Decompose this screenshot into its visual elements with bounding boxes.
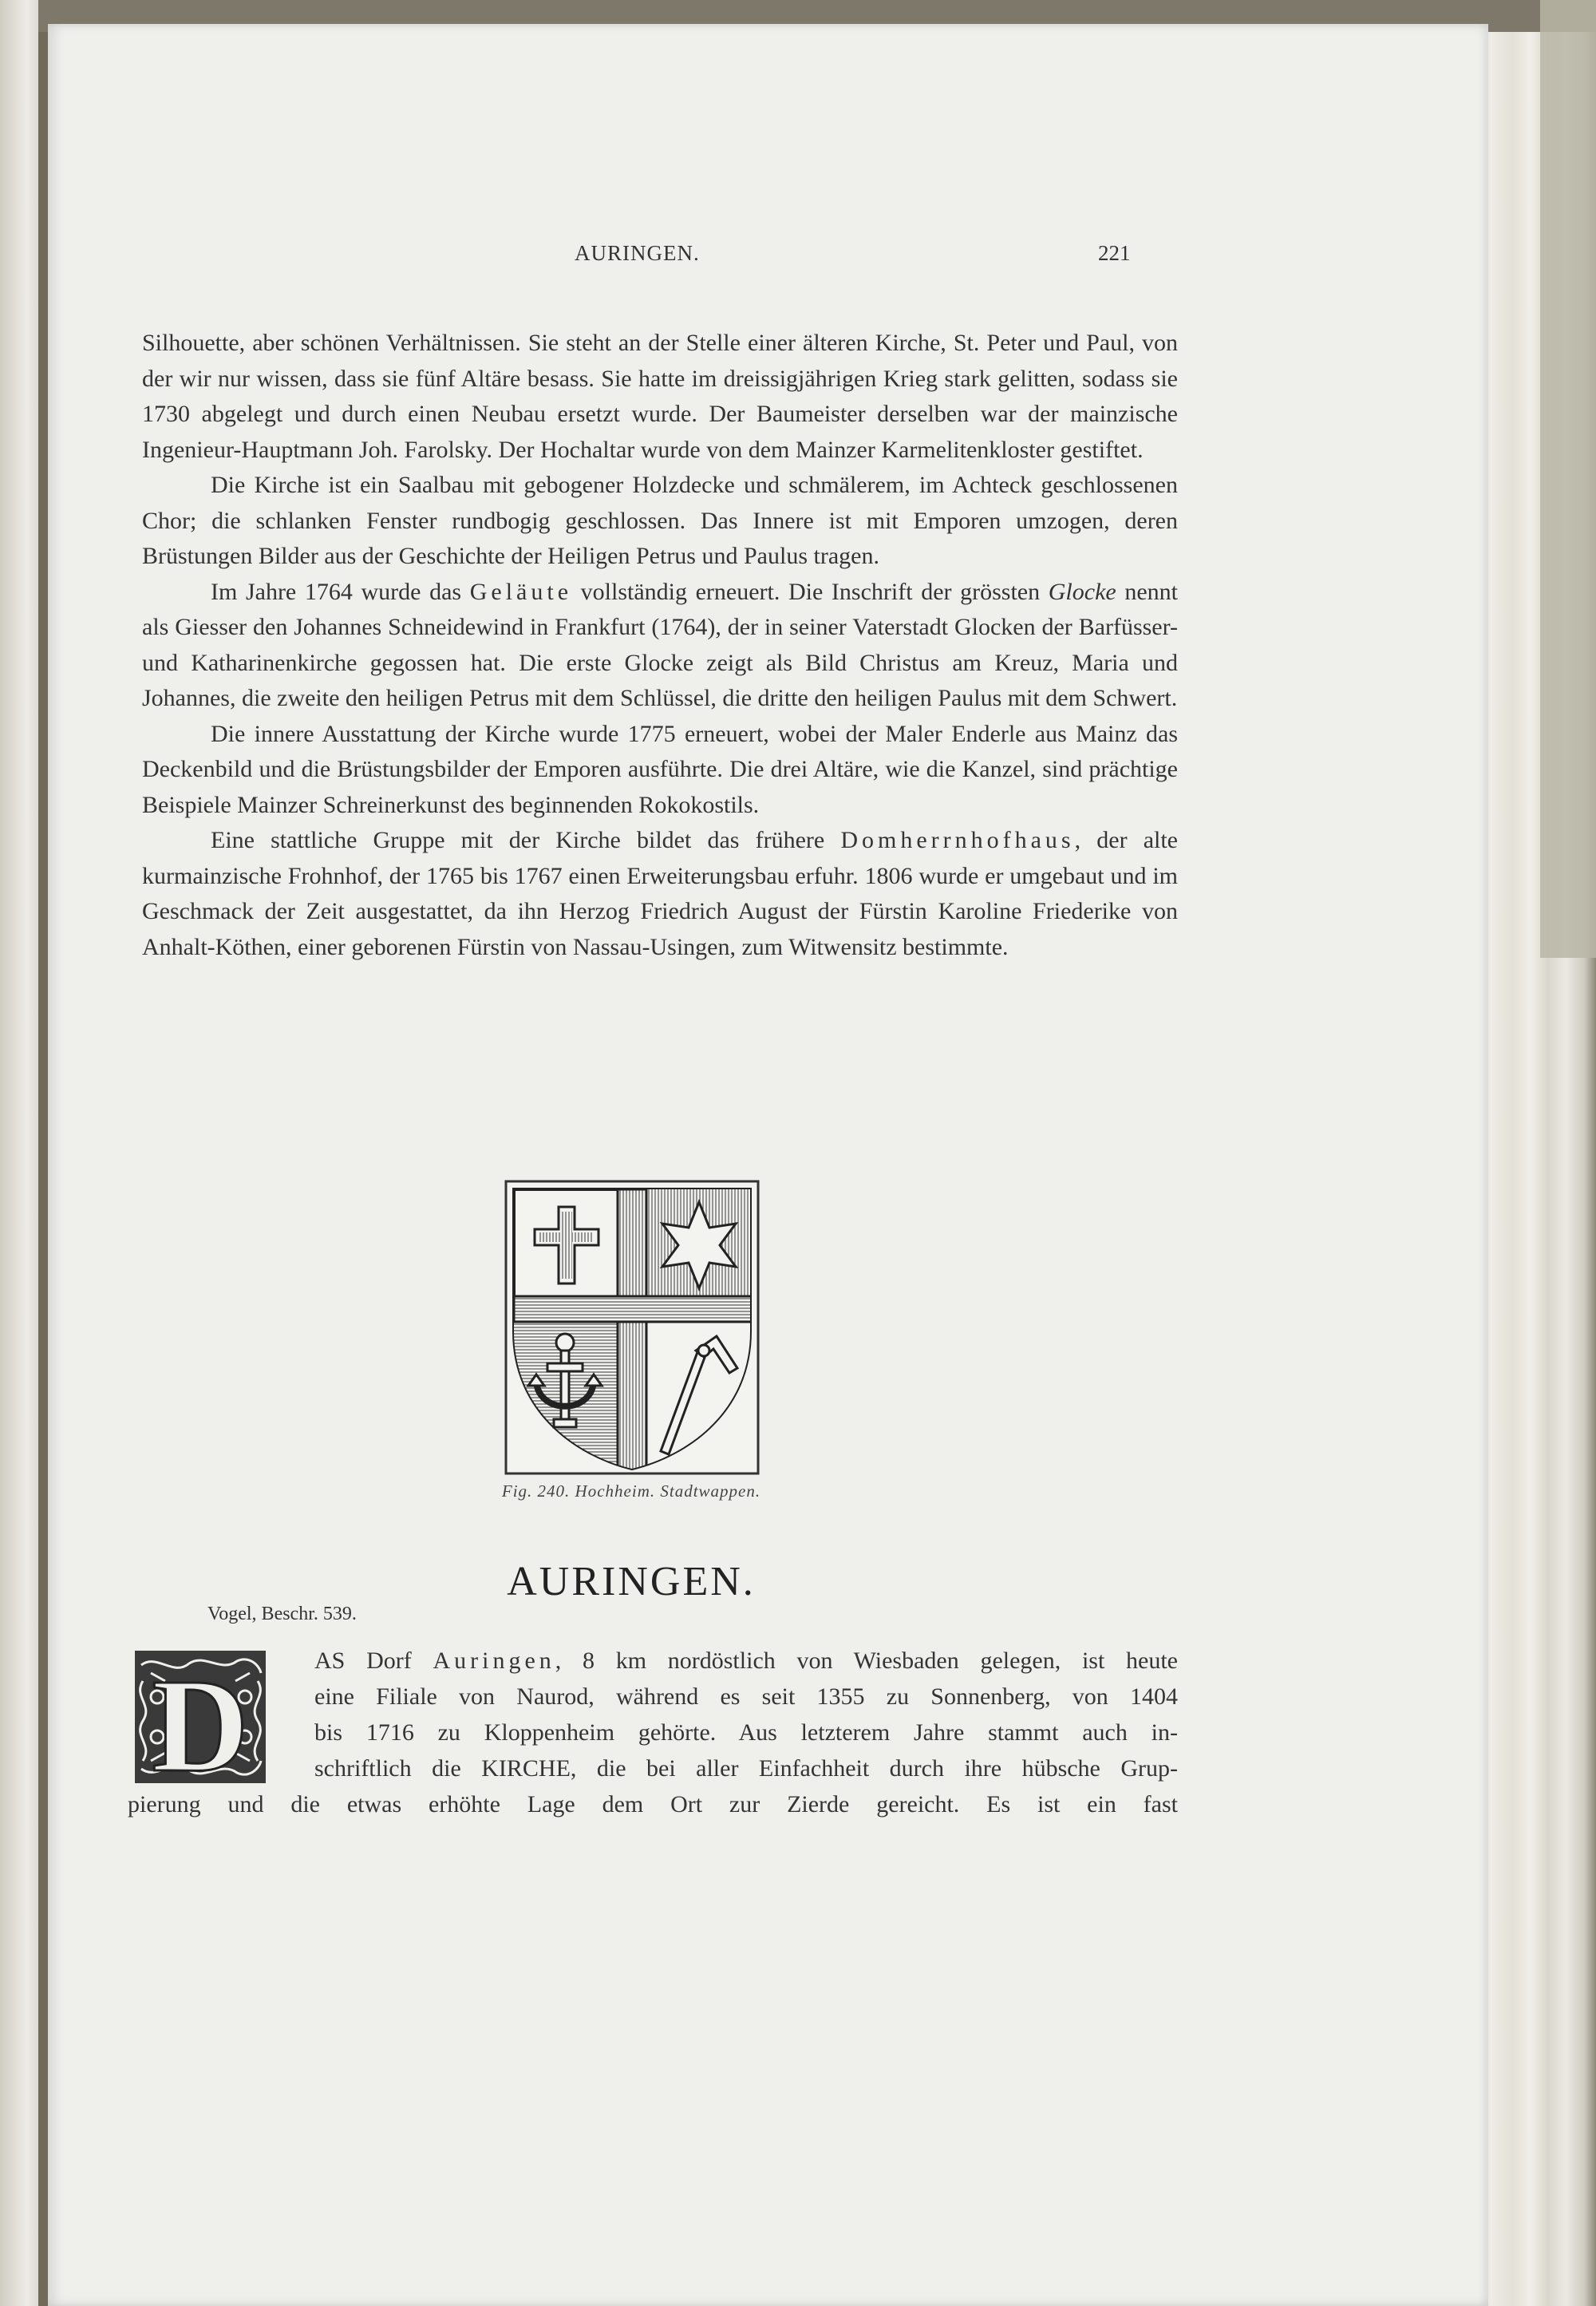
coat-of-arms-icon	[504, 1180, 760, 1475]
running-title: AURINGEN.	[575, 241, 700, 265]
text-line: eine Filiale von Naurod, während es seit 1355 zu Sonnenberg, von 1404	[314, 1683, 1178, 1710]
text-line: AS Dorf Auringen, 8 km nordöstlich von Wiesbaden gelegen, ist heute	[314, 1647, 1178, 1674]
running-head	[48, 241, 1165, 273]
bookmark-ribbon	[1540, 0, 1596, 958]
spaced-term: Auringen	[433, 1647, 555, 1674]
left-page-edge	[0, 0, 38, 2306]
text-line: schriftlich die KIRCHE, die bei aller Einfachheit durch ihre hübsche Grup-	[314, 1755, 1178, 1782]
paragraph: Die Kirche ist ein Saalbau mit gebogener Holzdecke und schmälerem, im Achteck geschlossenen Chor; die schlanken Fenster rundbogig geschlossen. Das Innere ist mit Emporen umzogen, deren Brüstungen Bilder aus der Geschichte der Heiligen Petrus und Paulus tragen.	[142, 472, 1178, 569]
figure-caption: Fig. 240. Hochheim. Stadtwappen.	[501, 1481, 761, 1501]
auringen-text	[128, 1643, 1178, 1822]
paragraph: Im Jahre 1764 wurde das Geläute vollständig erneuert. Die Inschrift der grössten Glocke nennt als Giesser den Johannes Schneidewind in Frankfurt (1764), der in seiner Vaterstadt Glocken der Barfüsser- und Katharinenkirche gegossen hat. Die erste Glocke zeigt als Bild Christus am Kreuz, Maria und Johannes, die zweite den heiligen Petrus mit dem Schlüssel, die dritte den heiligen Paulus mit dem Schwert.	[142, 578, 1178, 711]
paragraph: Silhouette, aber schönen Verhältnissen. Sie steht an der Stelle einer älteren Kirche, St. Peter und Paul, von der wir nur wissen, dass sie fünf Altäre besass. Sie hatte im dreissigjährigen Krieg stark gelitten, sodass sie 1730 abgelegt und durch einen Neubau ersetzt wurde. Der Baumeister derselben war der mainzische Ingenieur-Hauptmann Joh. Farolsky. Der Hochaltar wurde von dem Mainzer Karmelitenkloster gestiftet.	[142, 330, 1178, 463]
spaced-term: Domherrnhofhaus	[840, 827, 1075, 853]
paragraph: Die innere Ausstattung der Kirche wurde 1775 erneuert, wobei der Maler Enderle aus Mainz das Deckenbild und die Brüstungsbilder der Emporen ausführte. Die drei Altäre, wie die Kanzel, sind prächtige Beispiele Mainzer Schreinerkunst des beginnenden Rokokostils.	[142, 720, 1178, 818]
text-line: bis 1716 zu Kloppenheim gehörte. Aus letzterem Jahre stammt auch in-	[314, 1719, 1178, 1746]
book-page	[48, 24, 1488, 2306]
dropcap-letter: D	[152, 1651, 249, 1785]
section-title: AURINGEN.	[507, 1559, 756, 1604]
spaced-term: Geläute	[469, 578, 573, 605]
body-text	[142, 326, 1178, 965]
page-number: 221	[1098, 241, 1131, 265]
text-line: pierung und die etwas erhöhte Lage dem Ort zur Zierde gereicht. Es ist ein fast	[128, 1791, 1178, 1818]
italic-term: Glocke	[1048, 578, 1116, 605]
reference-note: Vogel, Beschr. 539.	[207, 1604, 357, 1624]
paragraph: Eine stattliche Gruppe mit der Kirche bildet das frühere Domherrnhofhaus, der alte kurmainzische Frohnhof, der 1765 bis 1767 einen Erweiterungsbau erfuhr. 1806 wurde er umgebaut und im Geschmack der Zeit ausgestattet, da ihn Herzog Friedrich August der Fürstin Karoline Friederike von Anhalt-Köthen, einer geborenen Fürstin von Nassau-Usingen, zum Witwensitz bestimmte.	[142, 827, 1178, 960]
